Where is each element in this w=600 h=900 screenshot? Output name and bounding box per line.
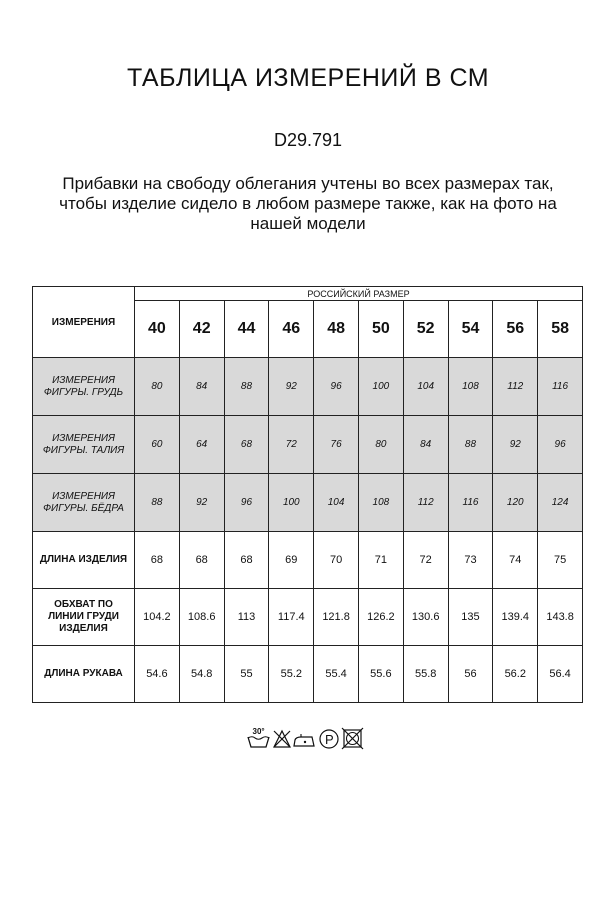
table-cell: 108 xyxy=(358,474,403,532)
table-cell: 124 xyxy=(538,474,583,532)
size-48: 48 xyxy=(314,301,359,358)
row-label-line: ДЛИНА РУКАВА xyxy=(44,668,123,679)
wash-temp-label: 30° xyxy=(252,727,265,736)
no-tumble-dry-icon xyxy=(342,728,363,749)
table-cell: 112 xyxy=(403,474,448,532)
table-cell: 68 xyxy=(135,532,180,589)
table-cell: 121.8 xyxy=(314,589,359,646)
table-cell: 88 xyxy=(224,358,269,416)
row-label xyxy=(33,416,135,474)
wash-30-icon xyxy=(248,727,269,747)
table-cell: 96 xyxy=(538,416,583,474)
table-cell: 92 xyxy=(269,358,314,416)
table-cell: 135 xyxy=(448,589,493,646)
row-label xyxy=(33,646,135,703)
iron-low-icon xyxy=(294,734,314,746)
table-cell: 108.6 xyxy=(179,589,224,646)
table-cell: 80 xyxy=(358,416,403,474)
table-cell: 54.6 xyxy=(135,646,180,703)
row-label xyxy=(33,589,135,646)
table-cell: 117.4 xyxy=(269,589,314,646)
article-number: D29.791 xyxy=(273,130,343,150)
row-label-line: ФИГУРЫ. БЁДРА xyxy=(43,502,124,514)
table-cell: 55.8 xyxy=(403,646,448,703)
row-label-line: ЛИНИИ ГРУДИ xyxy=(48,611,119,622)
table-cell: 88 xyxy=(448,416,493,474)
table-cell: 113 xyxy=(224,589,269,646)
size-54: 54 xyxy=(448,301,493,358)
table-cell: 100 xyxy=(269,474,314,532)
dry-clean-letter: P xyxy=(325,732,334,747)
row-label-line: ИЗМЕРЕНИЯ xyxy=(52,490,115,502)
table-cell: 70 xyxy=(314,532,359,589)
table-cell: 96 xyxy=(314,358,359,416)
table-cell: 139.4 xyxy=(493,589,538,646)
table-cell: 71 xyxy=(358,532,403,589)
size-46: 46 xyxy=(269,301,314,358)
row-label-line: ИЗМЕРЕНИЯ xyxy=(52,374,115,386)
size-table-body xyxy=(33,358,583,703)
product-measure-row xyxy=(33,646,583,703)
size-40: 40 xyxy=(135,301,180,358)
size-50: 50 xyxy=(358,301,403,358)
table-cell: 54.8 xyxy=(179,646,224,703)
row-label-line: ФИГУРЫ. ТАЛИЯ xyxy=(42,444,125,456)
product-measure-row xyxy=(33,589,583,646)
product-measure-row xyxy=(33,532,583,589)
size-52: 52 xyxy=(403,301,448,358)
table-cell: 55.6 xyxy=(358,646,403,703)
row-label-line: ФИГУРЫ. ГРУДЬ xyxy=(43,386,124,398)
table-cell: 75 xyxy=(538,532,583,589)
table-cell: 68 xyxy=(179,532,224,589)
table-cell: 69 xyxy=(269,532,314,589)
size-42: 42 xyxy=(179,301,224,358)
fit-note-line: чтобы изделие сидело в любом размере также, как на фото на xyxy=(59,194,557,213)
table-cell: 104 xyxy=(403,358,448,416)
fit-note-line: нашей модели xyxy=(250,214,366,233)
table-cell: 68 xyxy=(224,416,269,474)
table-cell: 64 xyxy=(179,416,224,474)
table-cell: 84 xyxy=(403,416,448,474)
measurements-header: ИЗМЕРЕНИЯ xyxy=(33,287,135,358)
table-cell: 55.2 xyxy=(269,646,314,703)
size-44: 44 xyxy=(224,301,269,358)
table-cell: 104.2 xyxy=(135,589,180,646)
figure-measure-row xyxy=(33,474,583,532)
row-label-line: ИЗМЕРЕНИЯ xyxy=(52,432,115,444)
table-cell: 56.2 xyxy=(493,646,538,703)
table-cell: 116 xyxy=(538,358,583,416)
table-cell: 96 xyxy=(224,474,269,532)
figure-measure-row xyxy=(33,358,583,416)
fit-note xyxy=(40,174,576,234)
table-cell: 104 xyxy=(314,474,359,532)
table-cell: 72 xyxy=(269,416,314,474)
dry-clean-p-icon xyxy=(320,730,338,748)
row-label xyxy=(33,474,135,532)
table-cell: 56.4 xyxy=(538,646,583,703)
row-label xyxy=(33,532,135,589)
table-cell: 92 xyxy=(179,474,224,532)
table-cell: 120 xyxy=(493,474,538,532)
table-cell: 74 xyxy=(493,532,538,589)
size-table xyxy=(32,286,583,703)
no-bleach-icon xyxy=(274,731,290,747)
table-cell: 68 xyxy=(224,532,269,589)
table-cell: 108 xyxy=(448,358,493,416)
table-cell: 73 xyxy=(448,532,493,589)
table-cell: 56 xyxy=(448,646,493,703)
table-cell: 130.6 xyxy=(403,589,448,646)
table-cell: 88 xyxy=(135,474,180,532)
size-58: 58 xyxy=(538,301,583,358)
table-cell: 92 xyxy=(493,416,538,474)
fit-note-line: Прибавки на свободу облегания учтены во всех размерах так, xyxy=(62,174,554,193)
table-cell: 126.2 xyxy=(358,589,403,646)
row-label xyxy=(33,358,135,416)
row-label-line: ДЛИНА ИЗДЕЛИЯ xyxy=(39,554,128,565)
care-icons-svg xyxy=(246,726,378,750)
row-label-line: ИЗДЕЛИЯ xyxy=(59,623,108,634)
row-label-line: ОБХВАТ ПО xyxy=(54,599,113,610)
table-cell: 143.8 xyxy=(538,589,583,646)
table-cell: 76 xyxy=(314,416,359,474)
table-cell: 55.4 xyxy=(314,646,359,703)
table-cell: 100 xyxy=(358,358,403,416)
table-cell: 72 xyxy=(403,532,448,589)
russian-size-header: РОССИЙСКИЙ РАЗМЕР xyxy=(135,287,583,301)
table-cell: 60 xyxy=(135,416,180,474)
table-cell: 84 xyxy=(179,358,224,416)
table-cell: 80 xyxy=(135,358,180,416)
table-cell: 55 xyxy=(224,646,269,703)
table-cell: 116 xyxy=(448,474,493,532)
care-icons xyxy=(246,726,378,750)
table-cell: 112 xyxy=(493,358,538,416)
figure-measure-row xyxy=(33,416,583,474)
page-title: ТАБЛИЦА ИЗМЕРЕНИЙ В СМ xyxy=(126,64,490,92)
size-56: 56 xyxy=(493,301,538,358)
